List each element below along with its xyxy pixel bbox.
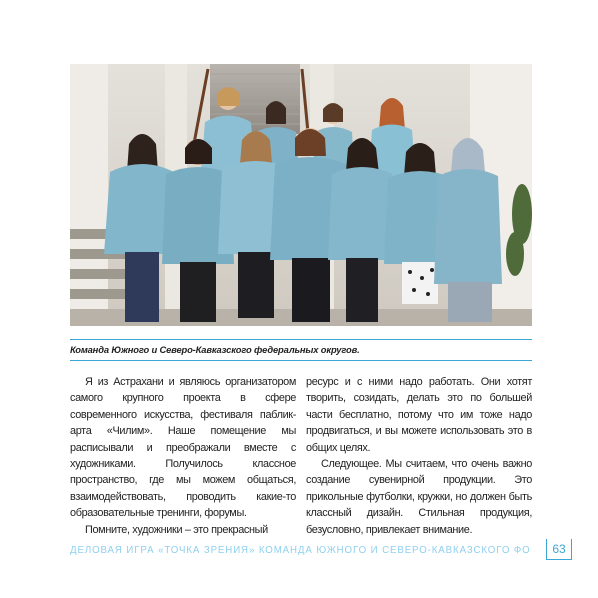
caption-top-rule [70, 339, 532, 340]
body-column-right [306, 374, 532, 538]
paragraph: Следующее. Мы считаем, что очень важно создание сувенирной продукции. Это прикольные футболки, кружки, но должен быть классный дизайн. Стильная продукция, безусловно, привлекает внимание. [306, 458, 532, 536]
page-number-underline [546, 559, 572, 560]
paragraph: Помните, художники – это прекрасный [85, 523, 268, 536]
paragraph: ресурс и с ними надо работать. Они хотят творить, созидать, делать это по большей части бесплатно, потому что им тоже надо продвигаться, и вы можете использовать это в общих целях. [306, 376, 532, 454]
paragraph: Я из Астрахани и являюсь организатором самого крупного проекта в сфере современного искусства, фестиваля паблик-арта «Чилим». Наше помещение мы расписывали и преображали вместе с художниками. Получилось классное пространство, где мы можем общаться, взаимодействовать, проводить какие-то образовательные тренинги, форумы. [70, 376, 296, 520]
team-photo [70, 64, 532, 326]
photo-caption: Команда Южного и Северо-Кавказского федеральных округов. [70, 344, 360, 355]
caption-bottom-rule [70, 360, 532, 361]
page-number: 63 [546, 539, 572, 559]
running-footer: ДЕЛОВАЯ ИГРА «ТОЧКА ЗРЕНИЯ» КОМАНДА ЮЖНОГО И СЕВЕРО-КАВКАЗСКОГО ФО [70, 545, 531, 556]
body-column-left [70, 374, 296, 538]
team-photo-illustration [70, 64, 532, 326]
